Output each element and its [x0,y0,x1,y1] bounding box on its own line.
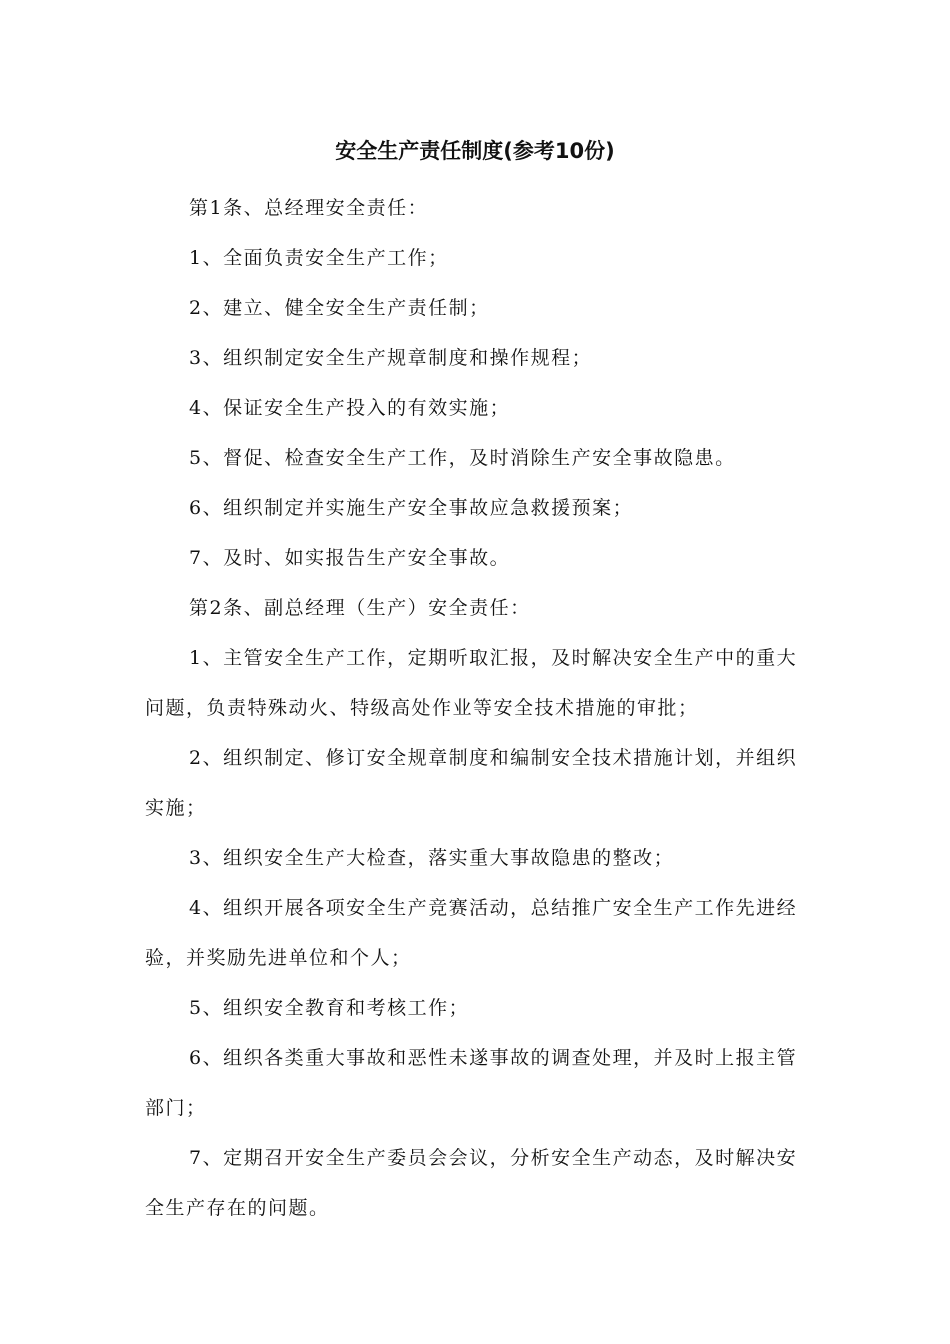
list-item: 2、建立、健全安全生产责任制； [189,297,490,319]
list-item: 7、定期召开安全生产委员会会议，分析安全生产动态，及时解决安全生产存在的问题。 [145,1147,798,1219]
list-item: 4、组织开展各项安全生产竞赛活动，总结推广安全生产工作先进经验，并奖励先进单位和个人； [145,897,798,969]
document-body [145,183,807,1233]
article-heading: 第1条、总经理安全责任： [189,197,429,219]
list-item: 6、组织各类重大事故和恶性未遂事故的调查处理，并及时上报主管部门； [145,1047,798,1119]
list-item: 1、全面负责安全生产工作； [189,247,449,269]
list-item: 2、组织制定、修订安全规章制度和编制安全技术措施计划，并组织实施； [145,747,798,819]
list-item: 1、主管安全生产工作，定期听取汇报，及时解决安全生产中的重大问题，负责特殊动火、特级高处作业等安全技术措施的审批； [145,647,798,719]
list-item: 5、督促、检查安全生产工作，及时消除生产安全事故隐患。 [189,447,736,469]
list-item: 7、及时、如实报告生产安全事故。 [189,547,511,569]
list-item: 3、组织安全生产大检查，落实重大事故隐患的整改； [189,847,675,869]
document-title: 安全生产责任制度(参考10份) [335,139,615,163]
list-item: 4、保证安全生产投入的有效实施； [189,397,511,419]
list-item: 5、组织安全教育和考核工作； [189,997,470,1019]
article-heading: 第2条、副总经理（生产）安全责任： [189,597,531,619]
list-item: 3、组织制定安全生产规章制度和操作规程； [189,347,593,369]
list-item: 6、组织制定并实施生产安全事故应急救援预案； [189,497,634,519]
